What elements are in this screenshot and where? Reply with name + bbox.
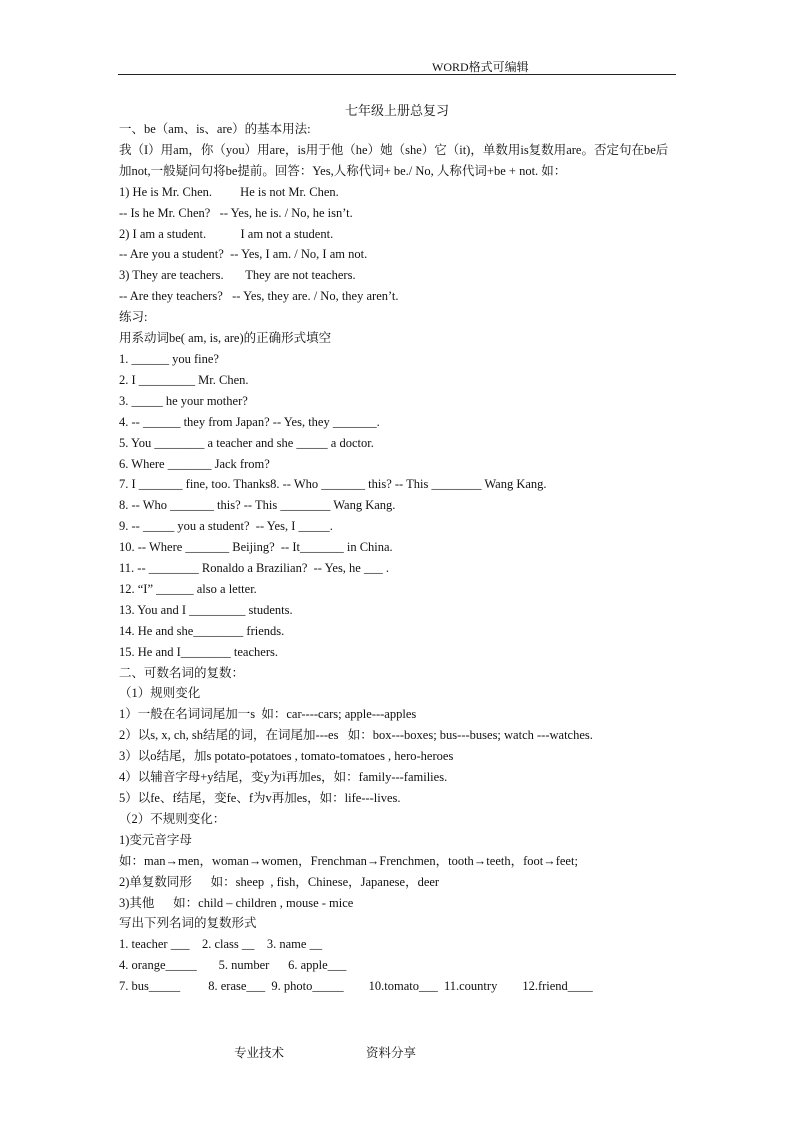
rule-item: 如：man→men，woman→women，Frenchman→Frenchmen，tooth→teeth，foot→feet; (119, 853, 578, 868)
rule-item: 1)变元音字母 (119, 832, 192, 847)
exercise-item: 11. -- ________ Ronaldo a Brazilian? -- Yes, he ___ . (119, 561, 389, 576)
text-line: 1) He is Mr. Chen. He is not Mr. Chen. (119, 184, 339, 199)
exercise-item: 2. I _________ Mr. Chen. (119, 372, 249, 387)
exercise-item: 4. -- ______ they from Japan? -- Yes, they _______. (119, 414, 380, 429)
text-line: 用系动词be( am, is, are)的正确形式填空 (119, 331, 332, 346)
text-line: -- Are they teachers? -- Yes, they are. / No, they aren’t. (119, 289, 399, 304)
header-text: WORD格式可编辑 (432, 60, 529, 74)
exercise-item: 5. You ________ a teacher and she _____ a doctor. (119, 435, 374, 450)
rule-item: 3)其他 如：child – children , mouse - mice (119, 895, 354, 910)
exercise-item: 3. _____ he your mother? (119, 393, 248, 408)
exercise-item: 6. Where _______ Jack from? (119, 456, 270, 471)
rule-item: 2)单复数同形 如：sheep , fish，Chinese，Japanese，deer (119, 874, 440, 889)
text-line: -- Are you a student? -- Yes, I am. / No, I am not. (119, 247, 368, 262)
text-line: 2) I am a student. I am not a student. (119, 226, 334, 241)
exercise-item: 7. I _______ fine, too. Thanks8. -- Who _______ this? -- This ________ Wang Kang. (119, 477, 547, 492)
rule-item: 1）一般在名词词尾加一s 如：car----cars; apple---apples (119, 707, 417, 722)
exercise-item: 15. He and I________ teachers. (119, 644, 278, 659)
header-rule (118, 74, 676, 75)
text-line: 3) They are teachers. They are not teachers. (119, 268, 356, 283)
exercise-item: 7. bus_____ 8. erase___ 9. photo_____ 10.tomato___ 11.country 12.friend____ (119, 979, 593, 994)
subsection-heading: （1）规则变化 (119, 686, 201, 701)
subsection-heading: （2）不规则变化： (119, 811, 226, 826)
document-title: 七年级上册总复习 (344, 103, 449, 118)
document-body (119, 119, 679, 997)
footer-right: 资料分享 (366, 1046, 417, 1060)
footer-left: 专业技术 (234, 1046, 285, 1060)
exercise-item: 8. -- Who _______ this? -- This ________ Wang Kang. (119, 498, 396, 513)
exercise-item: 4. orange_____ 5. number 6. apple___ (119, 958, 347, 973)
exercise-item: 13. You and I _________ students. (119, 602, 293, 617)
rule-item: 2）以s, x, ch, sh结尾的词，在词尾加---es 如：box---boxes; bus---buses; watch ---watches. (119, 728, 593, 743)
rule-item: 4）以辅音字母+y结尾，变y为i再加es，如：family---families. (119, 770, 448, 785)
text-line: 写出下列名词的复数形式 (119, 916, 257, 931)
exercise-item: 12. “I” ______ also a letter. (119, 581, 257, 596)
text-line: -- Is he Mr. Chen? -- Yes, he is. / No, he isn’t. (119, 205, 353, 220)
rule-item: 5）以fe、f结尾，变fe、f为v再加es，如：life---lives. (119, 791, 401, 805)
text-line: 练习: (119, 310, 148, 325)
rule-item: 3）以o结尾，加s potato-potatoes , tomato-tomatoes , hero-heroes (119, 749, 454, 764)
exercise-item: 10. -- Where _______ Beijing? -- It_______ in China. (119, 540, 393, 555)
exercise-item: 1. ______ you fine? (119, 351, 219, 366)
paragraph: 我（I）用am，你（you）用are，is用于他（he）她（she）它（it)，单数用is复数用are。否定句在be后加not,一般疑问句将be提前。回答：Yes,人称代词+ be./ No, 人称代词+be + not. 如： (119, 142, 669, 178)
exercise-item: 14. He and she________ friends. (119, 623, 285, 638)
section-heading: 二、可数名词的复数： (119, 665, 245, 680)
section-heading: 一、be（am、is、are）的基本用法: (119, 122, 311, 136)
exercise-item: 1. teacher ___ 2. class __ 3. name __ (119, 937, 323, 952)
exercise-item: 9. -- _____ you a student? -- Yes, I _____. (119, 519, 333, 534)
